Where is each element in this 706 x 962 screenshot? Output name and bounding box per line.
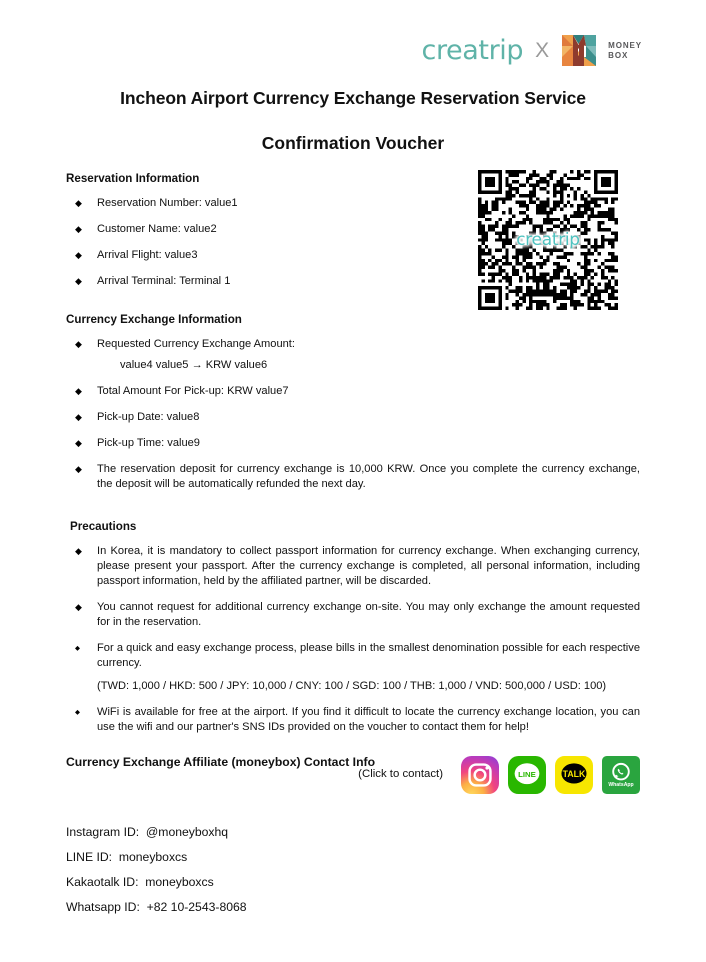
instagram-id-row: Instagram ID: @moneyboxhq xyxy=(66,825,229,839)
bullet-diamond-icon: ◆ xyxy=(75,412,82,422)
line-icon[interactable] xyxy=(508,756,546,794)
bullet-diamond-icon: ◆ xyxy=(75,709,80,716)
contact-id-list xyxy=(66,820,486,920)
bullet-diamond-icon: ◆ xyxy=(75,546,82,556)
bullet-diamond-icon: ◆ xyxy=(75,386,82,396)
reservation-number-row xyxy=(66,196,640,211)
bullet-diamond-icon: ◆ xyxy=(75,464,82,474)
customer-name-text: Customer Name: value2 xyxy=(97,223,217,235)
precaution-no-additional-row xyxy=(66,600,640,630)
brand-lockup xyxy=(422,34,643,67)
whatsapp-id-row: Whatsapp ID: +82 10-2543-8068 xyxy=(66,900,247,914)
customer-name-row xyxy=(66,222,640,237)
arrival-terminal-text: Arrival Terminal: Terminal 1 xyxy=(97,275,231,287)
pickup-time-row xyxy=(66,436,640,451)
precaution-no-additional-text: You cannot request for additional currency exchange on-site. You may only exchange the amount requested for in the reservation. xyxy=(97,601,640,628)
whatsapp-icon[interactable] xyxy=(602,756,640,794)
precaution-wifi-text: WiFi is available for free at the airport. If you find it difficult to locate the currency exchange location, you can use the wifi and our partner's SNS IDs provided on the voucher to contact them for help! xyxy=(97,706,640,733)
kakaotalk-id-row: Kakaotalk ID: moneyboxcs xyxy=(66,875,214,889)
reservation-info-heading: Reservation Information xyxy=(66,172,200,185)
document-title: Incheon Airport Currency Exchange Reservation Service xyxy=(120,88,586,108)
reservation-number-text: Reservation Number: value1 xyxy=(97,197,238,209)
precaution-passport-text: In Korea, it is mandatory to collect passport information for currency exchange. When exchanging currency, please present your passport. After the currency exchange is completed, all personal information, including passport information, held by the affiliated partner, will be discarded. xyxy=(97,545,640,587)
svg-text:WhatsApp: WhatsApp xyxy=(608,781,634,788)
bullet-diamond-icon: ◆ xyxy=(75,224,82,234)
svg-text:TALK: TALK xyxy=(562,768,586,779)
total-amount-text: Total Amount For Pick-up: KRW value7 xyxy=(97,385,289,397)
precautions-heading: Precautions xyxy=(70,520,137,533)
moneybox-wordmark-line2: BOX xyxy=(608,50,629,60)
deposit-note-row xyxy=(66,462,640,492)
precaution-denomination-row xyxy=(66,641,640,671)
denomination-list-text: (TWD: 1,000 / HKD: 500 / JPY: 10,000 / CNY: 100 / SGD: 100 / THB: 1,000 / VND: 500,000 / USD: 100) xyxy=(97,680,607,692)
kakaotalk-icon[interactable] xyxy=(555,756,593,794)
voucher-body xyxy=(66,172,640,780)
precaution-wifi-row xyxy=(66,705,640,735)
instagram-icon[interactable] xyxy=(461,756,499,794)
total-amount-row xyxy=(66,384,640,399)
creatrip-logo: creatrip xyxy=(421,35,524,66)
partnership-x-separator: X xyxy=(535,39,550,62)
click-to-contact-hint: (Click to contact) xyxy=(358,768,443,781)
pickup-date-row xyxy=(66,410,640,425)
precaution-denomination-text: For a quick and easy exchange process, please bills in the smallest denomination possible for each respective currency. xyxy=(97,642,640,669)
bullet-diamond-icon: ◆ xyxy=(75,645,80,652)
svg-text:LINE: LINE xyxy=(518,769,536,779)
bullet-diamond-icon: ◆ xyxy=(75,602,82,612)
deposit-note-text: The reservation deposit for currency exchange is 10,000 KRW. Once you complete the currency exchange, the deposit will be automatically refunded the next day. xyxy=(97,463,640,490)
requested-amount-row xyxy=(66,337,640,352)
bullet-diamond-icon: ◆ xyxy=(75,250,82,260)
affiliate-contact-heading: Currency Exchange Affiliate (moneybox) Contact Info xyxy=(66,755,376,769)
bullet-diamond-icon: ◆ xyxy=(75,438,82,448)
moneybox-logo-mark xyxy=(561,34,597,67)
moneybox-wordmark-line1: MONEY xyxy=(608,40,642,50)
moneybox-wordmark xyxy=(608,41,642,61)
pickup-time-text: Pick-up Time: value9 xyxy=(97,437,200,449)
bullet-diamond-icon: ◆ xyxy=(75,339,82,349)
precaution-passport-row xyxy=(66,544,640,589)
requested-amount-label: Requested Currency Exchange Amount: xyxy=(97,338,295,350)
bullet-diamond-icon: ◆ xyxy=(75,198,82,208)
line-id-row: LINE ID: moneyboxcs xyxy=(66,850,188,864)
currency-exchange-info-heading: Currency Exchange Information xyxy=(66,313,242,326)
qr-center-brand: creatrip xyxy=(516,230,580,250)
document-subtitle: Confirmation Voucher xyxy=(261,133,445,153)
arrival-flight-text: Arrival Flight: value3 xyxy=(97,249,198,261)
arrival-flight-row xyxy=(66,248,640,263)
bullet-diamond-icon: ◆ xyxy=(75,276,82,286)
arrival-terminal-row xyxy=(66,274,640,289)
pickup-date-text: Pick-up Date: value8 xyxy=(97,411,200,423)
requested-amount-value: value4 value5 → KRW value6 xyxy=(120,359,268,371)
social-contact-row xyxy=(66,756,640,794)
